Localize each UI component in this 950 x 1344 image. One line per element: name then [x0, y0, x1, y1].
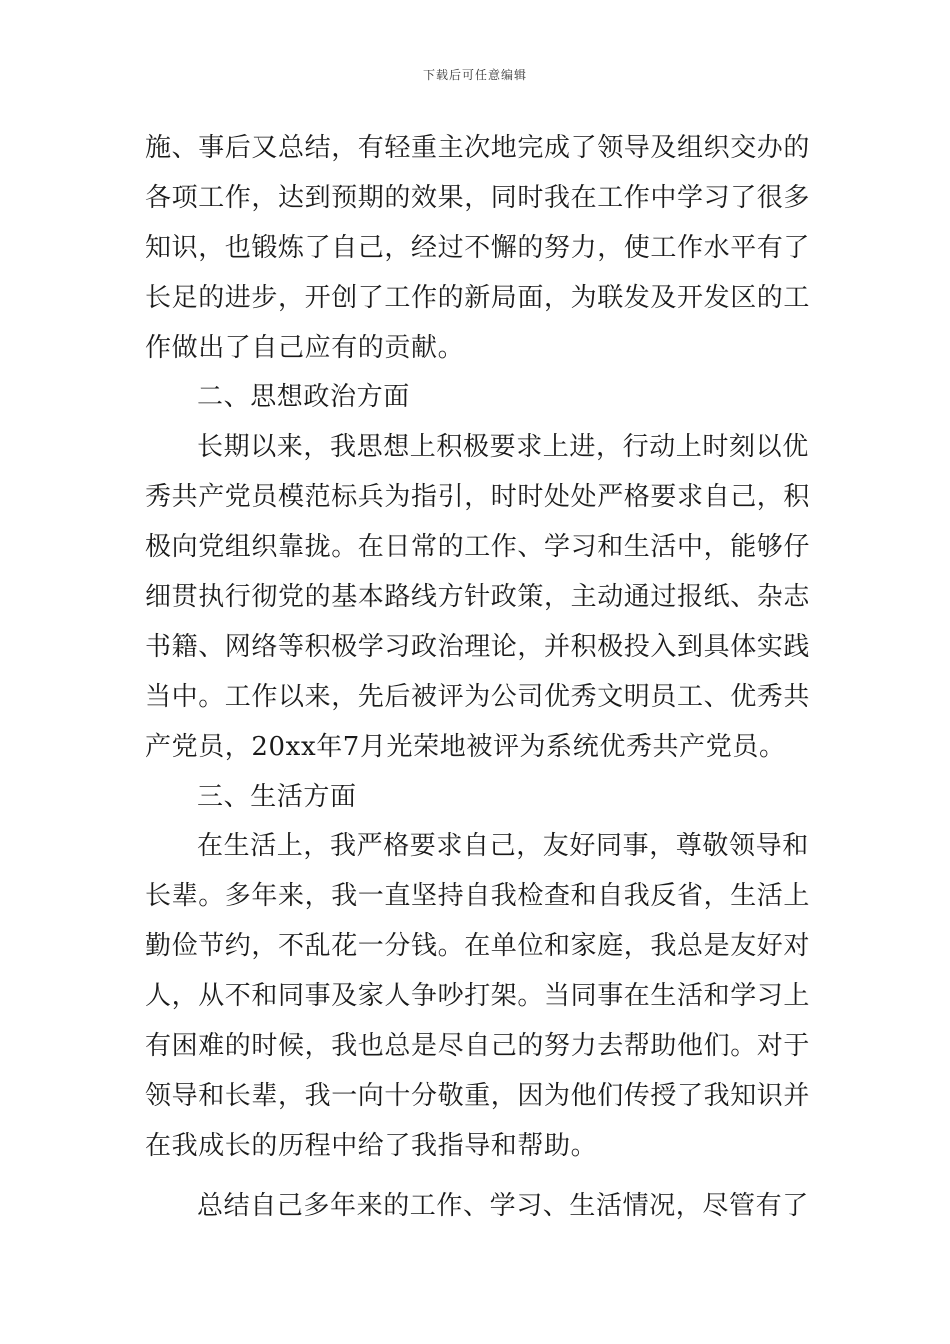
body-line: 长足的进步，开创了工作的新局面，为联发及开发区的工: [145, 282, 811, 313]
body-line: 极向党组织靠拢。在日常的工作、学习和生活中，能够仔: [145, 532, 811, 563]
body-line: 长辈。多年来，我一直坚持自我检查和自我反省，生活上: [145, 881, 811, 912]
body-line: 长期以来，我思想上积极要求上进，行动上时刻以优: [197, 432, 809, 463]
body-line: 领导和长辈，我一向十分敬重，因为他们传授了我知识并: [145, 1080, 811, 1111]
body-line: 当中。工作以来，先后被评为公司优秀文明员工、优秀共: [145, 681, 811, 712]
paragraph-gap: [145, 1172, 810, 1182]
body-line: 细贯执行彻党的基本路线方针政策，主动通过报纸、杂志: [145, 582, 811, 613]
body-line: 作做出了自己应有的贡献。: [145, 332, 465, 363]
body-line: 总结自己多年来的工作、学习、生活情况，尽管有了: [197, 1190, 809, 1221]
section-heading-politics: 二、思想政治方面: [197, 382, 410, 413]
page-header-note: 下载后可任意编辑: [422, 68, 527, 82]
body-line: 勤俭节约，不乱花一分钱。在单位和家庭，我总是友好对: [145, 931, 811, 962]
section-heading-life: 三、生活方面: [197, 781, 357, 812]
body-line: 施、事后又总结，有轻重主次地完成了领导及组织交办的: [145, 133, 811, 163]
body-line: 有困难的时候，我也总是尽自己的努力去帮助他们。对于: [145, 1031, 811, 1062]
body-line: 知识，也锻炼了自己，经过不懈的努力，使工作水平有了: [145, 232, 811, 263]
body-line: 书籍、网络等积极学习政治理论，并积极投入到具体实践: [145, 631, 811, 662]
document-body: [145, 124, 810, 1232]
body-line: 各项工作，达到预期的效果，同时我在工作中学习了很多: [145, 182, 811, 213]
body-line: 人，从不和同事及家人争吵打架。当同事在生活和学习上: [145, 981, 811, 1012]
body-line: 在我成长的历程中给了我指导和帮助。: [145, 1130, 598, 1161]
body-line: 秀共产党员模范标兵为指引，时时处处严格要求自己，积: [145, 482, 811, 513]
body-line: 产党员，20xx年7月光荣地被评为系统优秀共产党员。: [145, 731, 786, 762]
body-line: 在生活上，我严格要求自己，友好同事，尊敬领导和: [197, 831, 809, 862]
